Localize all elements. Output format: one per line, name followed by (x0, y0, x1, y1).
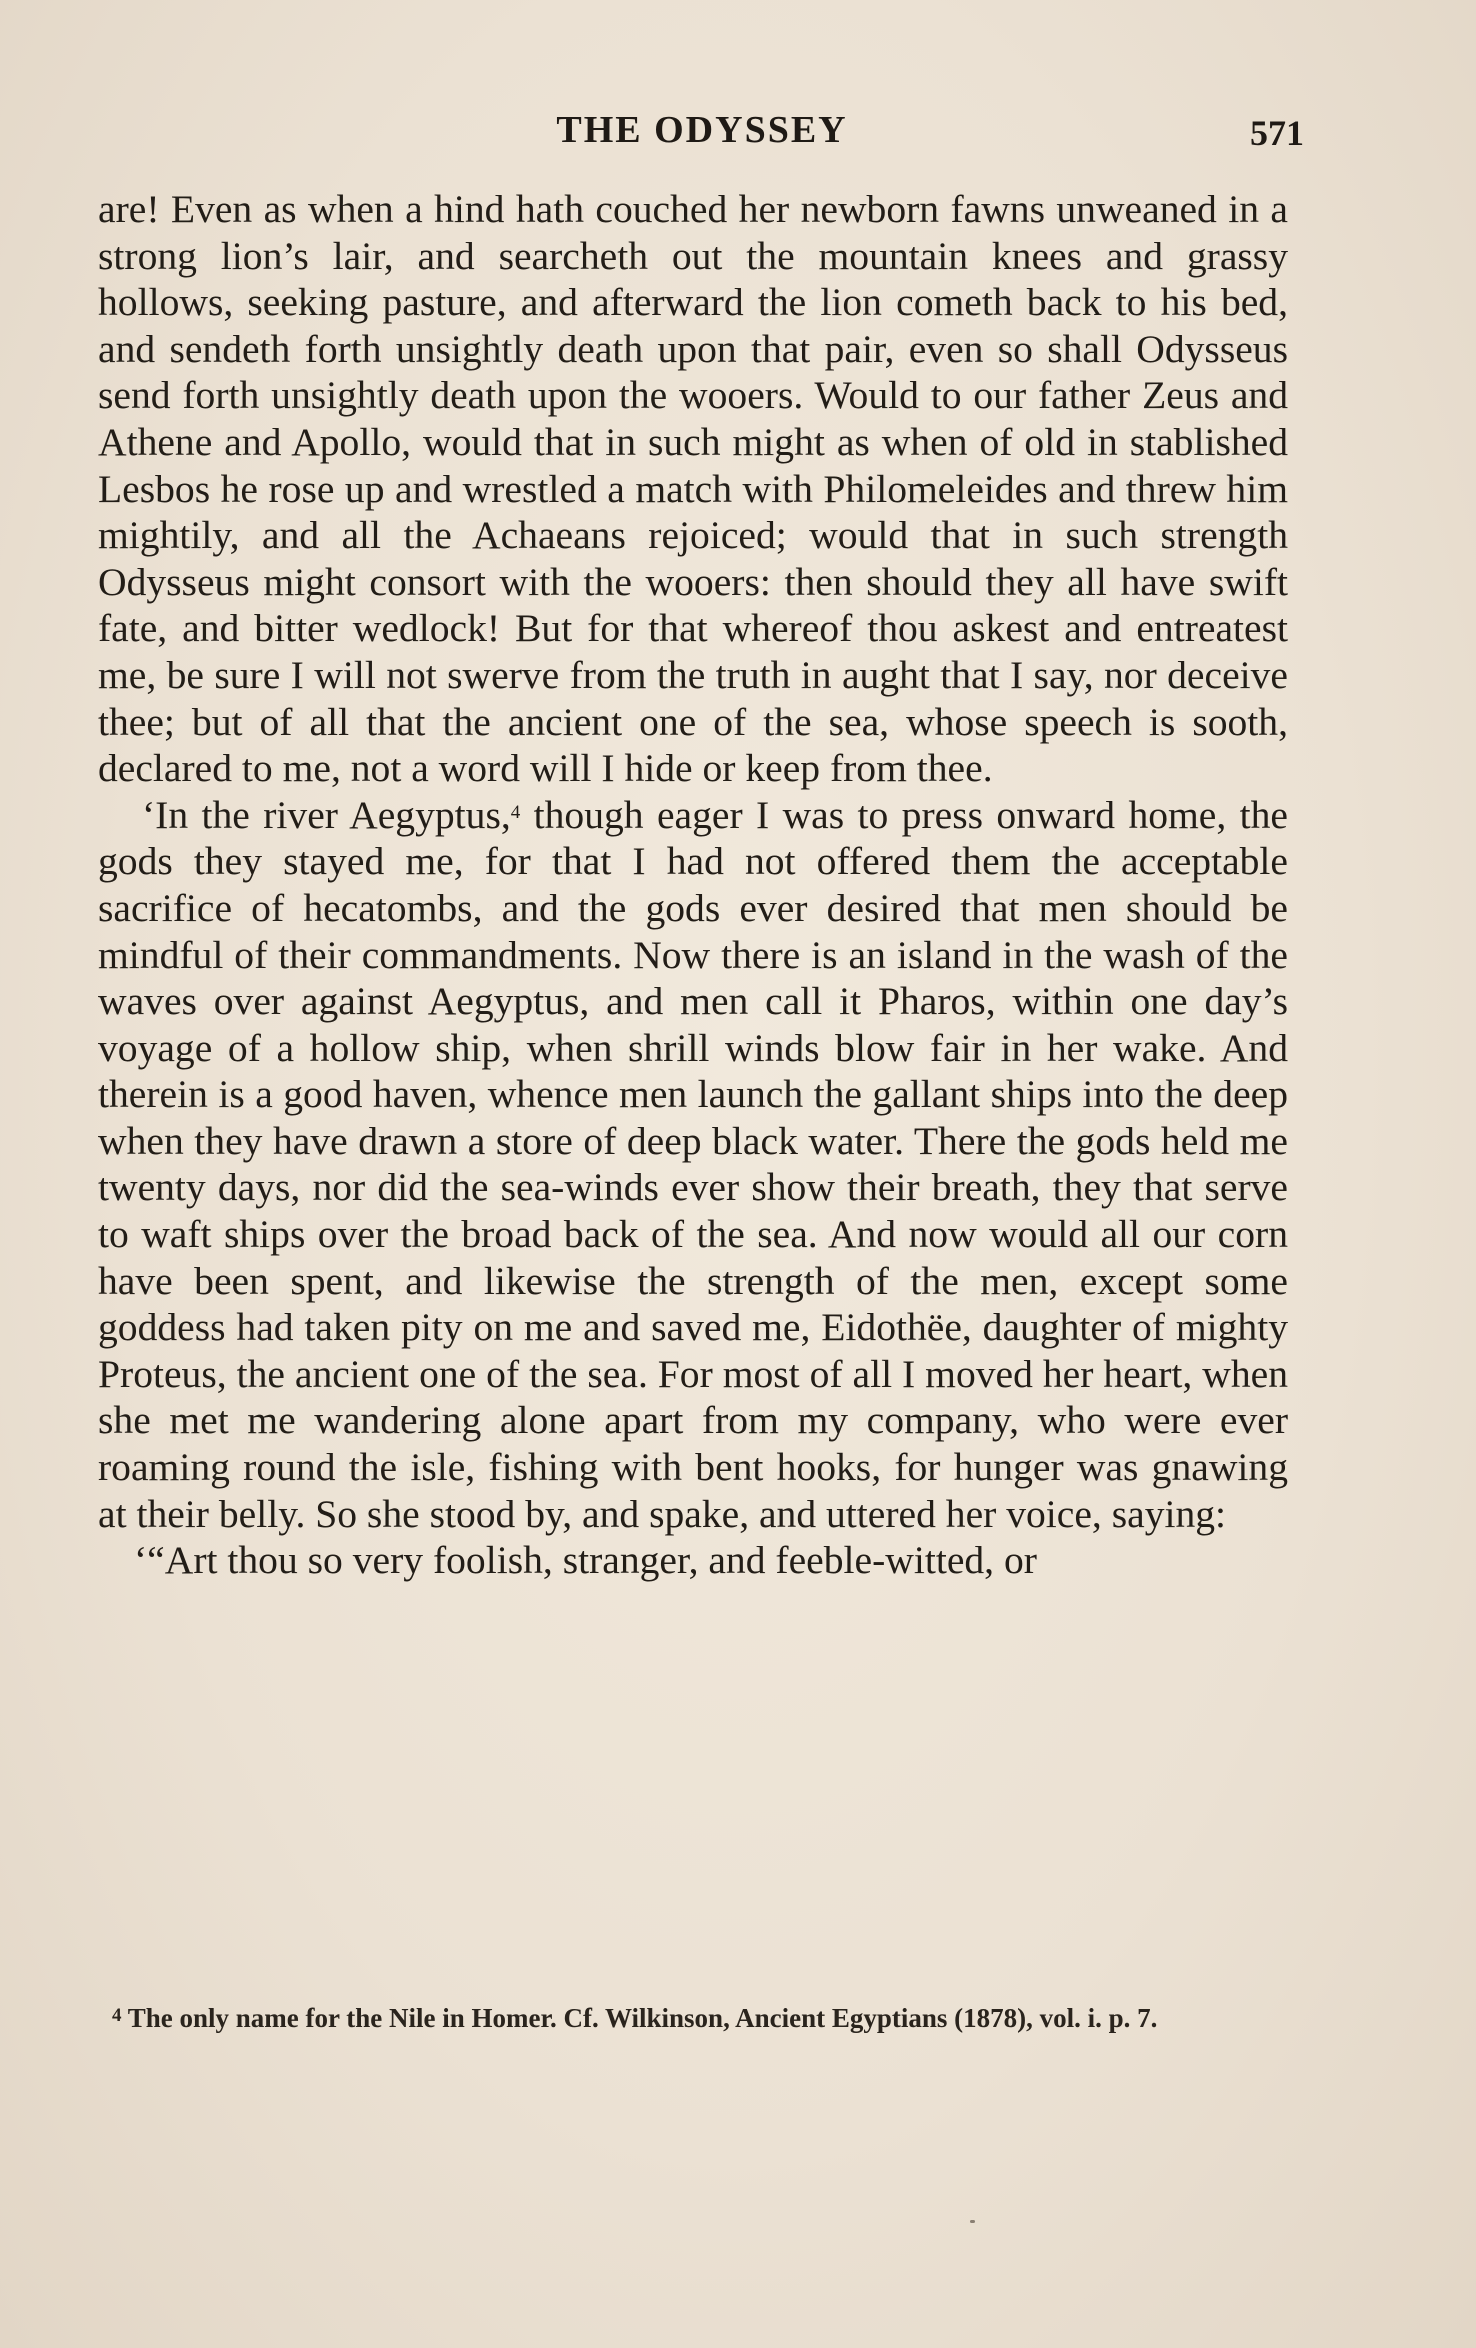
footnote-marker: 4 (112, 2005, 122, 2026)
footnote-reference: 4 (510, 801, 521, 823)
paragraph-aegyptus (98, 792, 1288, 1538)
paragraph-quote: ‘“Art thou so very foolish, stranger, and feeble-witted, or (134, 1538, 1037, 1583)
footnote-text: The only name for the Nile in Homer. Cf. Wilkinson, Ancient Egyptians (1878), vol. i. p. 7. (127, 2003, 1158, 2033)
paragraph-aegyptus-opening: ‘In the river Aegyptus, (142, 792, 511, 837)
page-number: 571 (1250, 113, 1304, 153)
body-text (98, 186, 1288, 1584)
paragraph-aegyptus-body: though eager I was to press onward home, the gods they stayed me, for that I had not offered them the acceptable sacrifice of hecatombs, and the gods ever desired that men should be mindful of their commandments. Now there is an island in the wash of the waves over against Aegyptus, and men call it Pharos, within one day’s voyage of a hollow ship, when shrill winds blow fair in her wake. And therein is a good haven, whence men launch the gallant ships into the deep when they have drawn a store of deep black water. There the gods held me twenty days, nor did the sea-winds ever show their breath, they that serve to waft ships over the broad back of the sea. And now would all our corn have been spent, and likewise the strength of the men, except some goddess had taken pity on me and saved me, Eidothëe, daughter of mighty Proteus, the ancient one of the sea. For most of all I moved her heart, when she met me wandering alone apart from my company, who were ever roaming round the isle, fishing with bent hooks, for hunger was gnawing at their belly. So she stood by, and spake, and uttered her voice, saying: (98, 792, 1289, 1536)
paper-speck (970, 2220, 975, 2223)
running-title: THE ODYSSEY (556, 109, 848, 151)
running-head (0, 104, 1476, 164)
paragraph-continued: are! Even as when a hind hath couched her newborn fawns unweaned in a strong lion’s lair, and searcheth out the mountain knees and grassy hollows, seeking pasture, and afterward the lion cometh back to his bed, and sendeth forth unsightly death upon that pair, even so shall Odysseus send forth unsightly death upon the wooers. Would to our father Zeus and Athene and Apollo, would that in such might as when of old in stablished Lesbos he rose up and wrestled a match with Philomeleides and threw him mightily, and all the Achaeans rejoiced; would that in such strength Odysseus might consort with the wooers: then should they all have swift fate, and bitter wedlock! But for that whereof thou askest and entreatest me, be sure I will not swerve from the truth in aught that I say, nor deceive thee; but of all that the ancient one of the sea, whose speech is sooth, declared to me, not a word will I hide or keep from thee. (98, 187, 1288, 791)
footnote (112, 2002, 1284, 2034)
